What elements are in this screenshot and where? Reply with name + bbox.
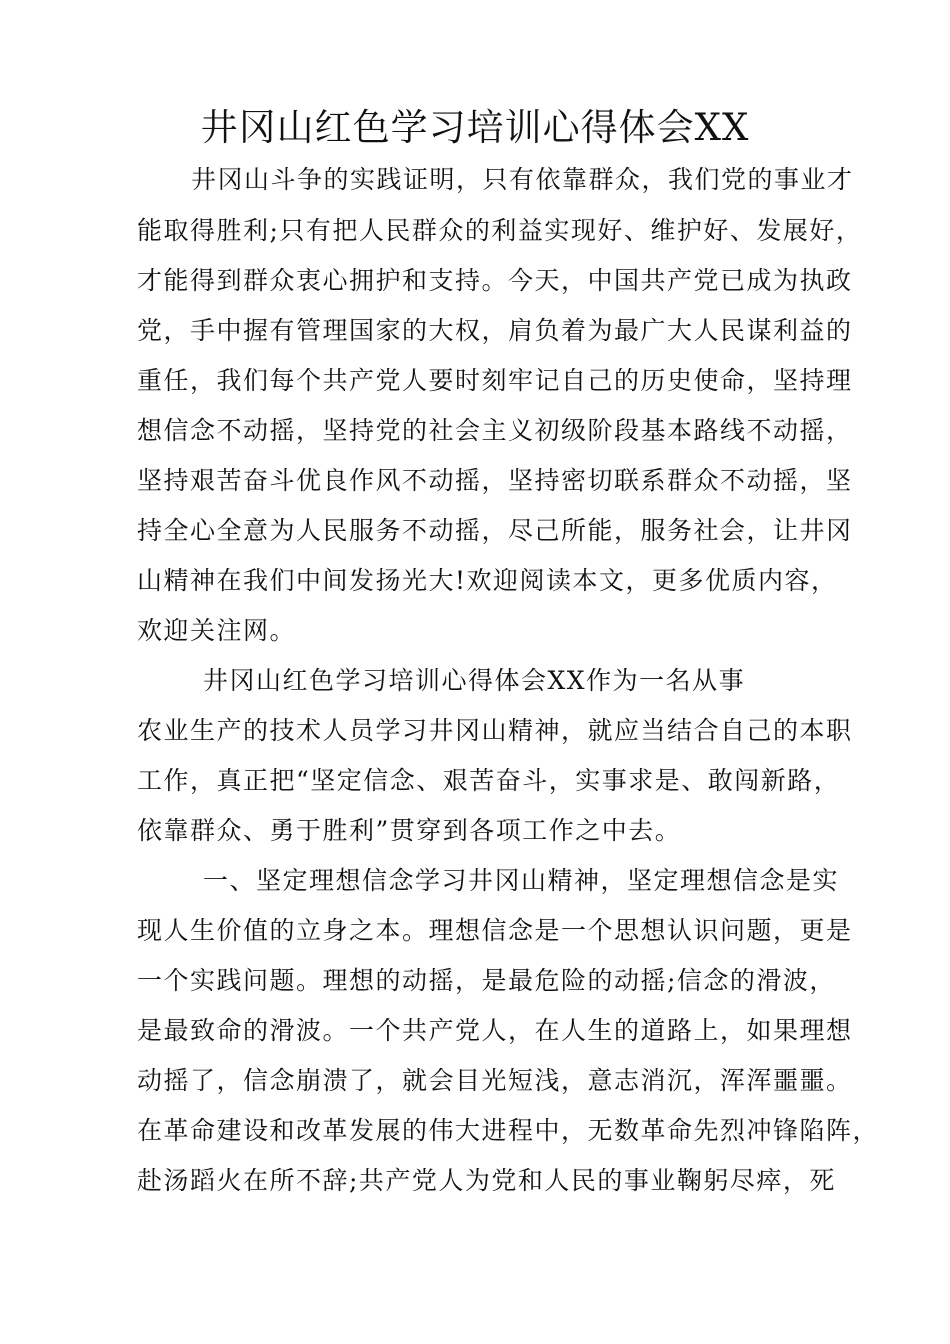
body-line: 井冈山红色学习培训心得体会XX作为一名从事 [203,666,746,695]
body-line: 持全心全意为人民服务不动摇，尽己所能，服务社会，让井冈 [137,516,853,545]
body-line: 想信念不动摇，坚持党的社会主义初级阶段基本路线不动摇， [137,416,853,445]
body-line: 依靠群众、勇于胜利”贯穿到各项工作之中去。 [137,816,682,845]
body-line: 重任，我们每个共产党人要时刻牢记自己的历史使命，坚持理 [137,366,853,395]
body-line: 山精神在我们中间发扬光大!欢迎阅读本文，更多优质内容， [137,566,838,595]
body-line: 是最致命的滑波。一个共产党人，在人生的道路上，如果理想 [137,1016,853,1045]
body-line: 一、坚定理想信念学习井冈山精神，坚定理想信念是实 [203,866,840,895]
body-line: 动摇了，信念崩溃了，就会目光短浅，意志消沉，浑浑噩噩。 [137,1066,853,1095]
body-line: 赴汤蹈火在所不辞;共产党人为党和人民的事业鞠躬尽瘁，死 [137,1166,836,1195]
body-line: 井冈山斗争的实践证明，只有依靠群众，我们党的事业才 [191,165,854,194]
body-line: 农业生产的技术人员学习井冈山精神，就应当结合自己的本职 [137,716,853,745]
body-line: 一个实践问题。理想的动摇，是最危险的动摇;信念的滑波， [137,966,836,995]
body-line: 能取得胜利;只有把人民群众的利益实现好、维护好、发展好， [137,216,863,245]
body-line: 欢迎关注网。 [137,616,297,645]
document-title: 井冈山红色学习培训心得体会XX [200,106,750,149]
body-line: 坚持艰苦奋斗优良作风不动摇，坚持密切联系群众不动摇，坚 [137,466,853,495]
body-line: 才能得到群众衷心拥护和支持。今天，中国共产党已成为执政 [137,266,853,295]
body-line: 党，手中握有管理国家的大权，肩负着为最广大人民谋利益的 [137,316,853,345]
body-line: 现人生价值的立身之本。理想信念是一个思想认识问题，更是 [137,916,853,945]
body-line: 在革命建设和改革发展的伟大进程中，无数革命先烈冲锋陷阵， [137,1116,880,1145]
body-line: 工作，真正把“坚定信念、艰苦奋斗，实事求是、敢闯新路， [137,766,841,795]
